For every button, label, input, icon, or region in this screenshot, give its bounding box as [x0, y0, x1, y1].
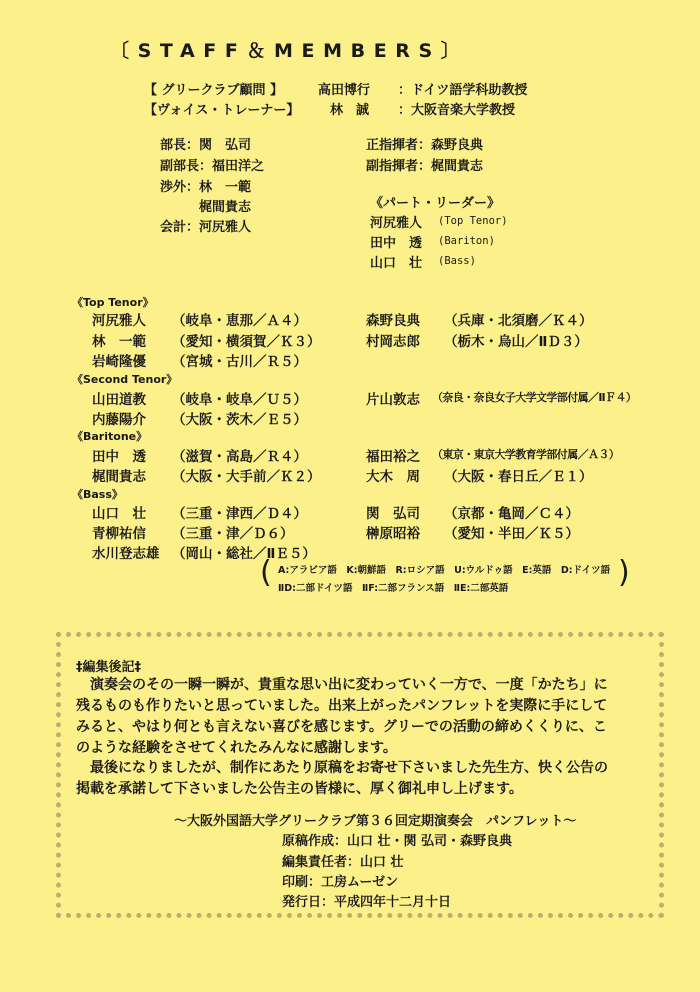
member-name: 水川登志雄: [92, 546, 160, 562]
staff-president: 部長：関 弘司: [160, 138, 252, 153]
member-name: 河尻雅人: [92, 313, 146, 329]
staff-conductor: 正指揮者：森野良典: [366, 138, 484, 153]
member-name: 関 弘司: [366, 506, 420, 522]
advisor-name-glee: 高田博行: [318, 83, 371, 98]
legend-line-1: A:アラビア語 K:朝鮮語 R:ロシア語 U:ウルドゥ語 E:英語 D:ドイツ語: [278, 565, 611, 576]
page-title: 〔STAFF＆MEMBERS〕: [110, 40, 469, 62]
member-info: （東京・東京大学教育学部付属／Ａ３）: [432, 448, 620, 461]
member-info: （愛知・半田／Ｋ５）: [444, 526, 579, 542]
advisor-role-voice: 【ヴォイス・トレーナー】: [144, 103, 300, 118]
member-info: （大阪・大手前／Ｋ２）: [172, 469, 321, 485]
staff-sub-conductor: 副指揮者：梶間貴志: [366, 159, 484, 174]
advisor-title-voice: ：大阪音楽大学教授: [398, 103, 516, 118]
member-name: 片山敦志: [366, 392, 420, 408]
legend-close-paren: ): [618, 555, 630, 590]
editor-note-line: 演奏会のその一瞬一瞬が、貴重な思い出に変わっていく一方で、一度「かたち」に: [76, 677, 608, 693]
staff-liaison: 渉外：林 一範: [160, 180, 252, 195]
member-info: （岐阜・恵那／Ａ４）: [172, 313, 307, 329]
member-info: （三重・津／Ｄ６）: [172, 526, 294, 542]
advisor-name-voice: 林 誠: [330, 103, 370, 118]
credit-manuscript: 原稿作成：山口 壮・関 弘司・森野良典: [282, 834, 513, 849]
advisor-title-glee: ：ドイツ語学科助教授: [398, 83, 528, 98]
member-name: 森野良典: [366, 313, 420, 329]
staff-treasurer: 会計：河尻雅人: [160, 220, 252, 235]
member-info: （大阪・春日丘／Ｅ１）: [444, 469, 593, 485]
credit-printing: 印刷：工房ムーゼン: [282, 875, 399, 890]
editor-note-line: 最後になりましたが、制作にあたり原稿をお寄せ下さいました先生方、快く公告の: [76, 760, 608, 776]
member-info: （大阪・茨木／Ｅ５）: [172, 412, 307, 428]
section-heading-bass: 《Bass》: [72, 488, 123, 501]
member-name: 大木 周: [366, 469, 420, 485]
part-leader-name: 河尻雅人: [370, 216, 423, 231]
part-leader-part: (Bass): [438, 255, 476, 267]
member-info: （京都・亀岡／Ｃ４）: [444, 506, 579, 522]
editor-note-line: 残るものも作りたいと思っていました。出来上がったパンフレットを実際に手にして: [76, 698, 608, 714]
member-info: （愛知・横須賀／Ｋ３）: [172, 334, 321, 350]
member-name: 岩崎隆優: [92, 354, 146, 370]
member-name: 田中 透: [92, 449, 146, 465]
part-leader-part: (Bariton): [438, 235, 495, 247]
member-name: 内藤陽介: [92, 412, 146, 428]
legend-line-2: ⅡD:二部ドイツ語 ⅡF:二部フランス語 ⅡE:二部英語: [278, 583, 509, 594]
member-info: （岐阜・岐阜／Ｕ５）: [172, 392, 307, 408]
editor-note-line: 掲載を承諾して下さいました公告主の皆様に、厚く御礼申し上げます。: [76, 781, 523, 797]
member-name: 林 一範: [92, 334, 146, 350]
member-info: （栃木・烏山／ⅡＤ３）: [444, 334, 588, 350]
part-leader-name: 山口 壮: [370, 256, 423, 271]
staff-vice-president: 副部長：福田洋之: [160, 159, 265, 174]
member-name: 山田道教: [92, 392, 146, 408]
member-info: （三重・津西／Ｄ４）: [172, 506, 307, 522]
section-heading-second-tenor: 《Second Tenor》: [72, 373, 178, 386]
pamphlet-title: ～大阪外国語大学グリークラブ第３６回定期演奏会 パンフレット～: [174, 814, 577, 829]
member-name: 梶間貴志: [92, 469, 146, 485]
credit-issue-date: 発行日：平成四年十二月十日: [282, 895, 452, 910]
part-leader-name: 田中 透: [370, 236, 423, 251]
section-heading-baritone: 《Baritone》: [72, 430, 148, 443]
member-name: 榊原昭裕: [366, 526, 420, 542]
editor-note-line: みると、やはり何とも言えない喜びを感じます。グリーでの活動の締めくくりに、こ: [76, 719, 607, 735]
member-name: 福田裕之: [366, 449, 420, 465]
part-leader-part: (Top Tenor): [438, 215, 508, 227]
member-name: 山口 壮: [92, 506, 146, 522]
editor-note-heading: ‡編集後記‡: [76, 660, 142, 675]
member-info: （宮城・古川／Ｒ５）: [172, 354, 307, 370]
member-name: 村岡志郎: [366, 334, 420, 350]
legend-open-paren: (: [260, 555, 272, 590]
section-heading-top-tenor: 《Top Tenor》: [72, 296, 154, 309]
member-name: 青柳祐信: [92, 526, 146, 542]
member-info: （奈良・奈良女子大学文学部付属／ⅡＦ４）: [432, 391, 637, 404]
editor-note-line: のような経験をさせてくれたみんなに感謝します。: [76, 740, 397, 756]
staff-liaison-2: 梶間貴志: [160, 200, 252, 215]
advisor-role-glee: 【 グリークラブ顧問 】: [144, 83, 284, 98]
member-info: （兵庫・北須磨／Ｋ４）: [444, 313, 593, 329]
credit-editor: 編集責任者：山口 壮: [282, 855, 404, 870]
member-info: （岡山・総社／ⅡＥ５）: [172, 546, 316, 562]
part-leader-heading: 《パート・リーダー》: [370, 196, 501, 211]
member-info: （滋賀・高島／Ｒ４）: [172, 449, 307, 465]
